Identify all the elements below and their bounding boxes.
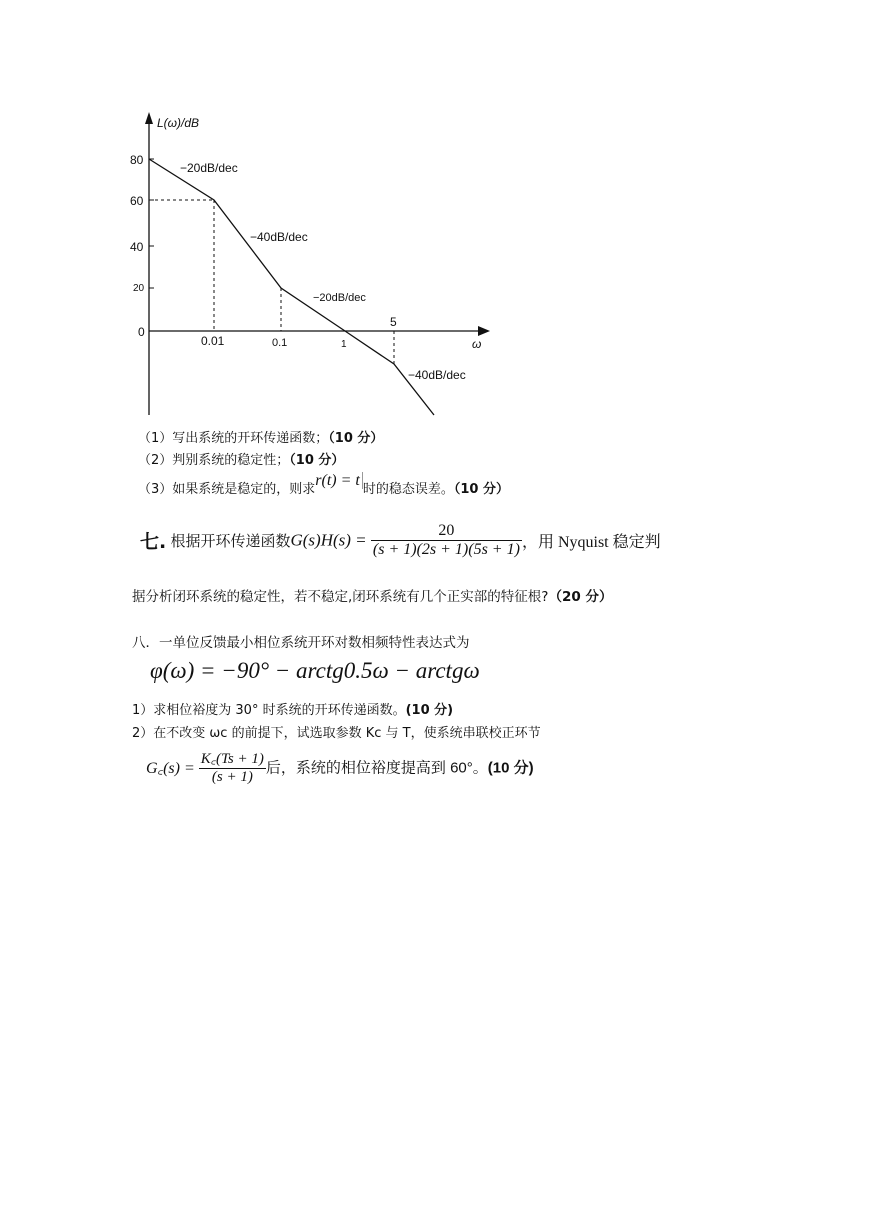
q6-item-2-text: （2）判别系统的稳定性；	[138, 453, 290, 468]
slope-label-3: −20dB/dec	[313, 292, 366, 304]
q8-gc-line	[146, 748, 534, 786]
x-axis-label: ω	[472, 337, 482, 351]
q7-lhs: G(s)H(s) =	[290, 530, 367, 550]
q8-gc-lhs: G꜀(s) =	[146, 760, 195, 777]
bode-plot	[130, 110, 500, 420]
q7-line-2	[132, 585, 612, 605]
q7-numerator: 20	[438, 522, 455, 539]
q7-text-a: 根据开环传递函数	[170, 532, 291, 550]
y-axis-arrow	[145, 112, 153, 124]
x-tick-01: 0.1	[272, 337, 288, 349]
q8-gc-fraction	[199, 748, 266, 786]
q8-item-1-text: 1）求相位裕度为 30° 时系统的开环传递函数。	[132, 703, 406, 718]
q8-gc-tail: 后，系统的相位裕度提高到 60°。	[265, 759, 488, 777]
q8-formula: φ(ω) = −90° − arctg0.5ω − arctgω	[150, 658, 480, 683]
q8-gc-denominator: (s + 1)	[199, 768, 266, 786]
q6-item-1	[138, 427, 383, 446]
q6-item-3-text-a: （3）如果系统是稳定的，则求	[138, 482, 316, 497]
q8-gc-score: (10 分)	[487, 759, 534, 777]
q6-item-3	[138, 472, 509, 497]
q8-item-2: 2）在不改变 ωc 的前提下，试选取参数 Kc 与 T，使系统串联校正环节	[132, 726, 541, 741]
q6-item-3-formula: r(t) = t	[315, 472, 363, 489]
x-axis-arrow	[478, 326, 490, 336]
y-tick-0: 0	[138, 325, 145, 339]
slope-label-1: −20dB/dec	[180, 161, 238, 175]
x-tick-001: 0.01	[201, 334, 225, 348]
y-tick-60: 60	[130, 194, 144, 208]
y-axis-label: L(ω)/dB	[157, 116, 200, 130]
q6-item-3-score: （10 分）	[453, 482, 509, 497]
q6-item-1-score: （10 分）	[328, 431, 384, 446]
x-tick-1: 1	[341, 339, 347, 350]
q8-item-1-score: (10 分)	[405, 703, 454, 718]
q8-intro: 八．一单位反馈最小相位系统开环对数相频特性表达式为	[132, 635, 470, 651]
q7-score: （20 分）	[548, 589, 613, 605]
q6-item-2	[138, 449, 344, 468]
q8-gc-numerator: K꜀(Ts + 1)	[200, 751, 264, 767]
q7-line-2-text: 据分析闭环系统的稳定性，若不稳定,闭环系统有几个正实部的特征根?	[132, 589, 549, 605]
y-tick-40: 40	[130, 240, 144, 254]
q6-item-2-score: （10 分）	[289, 453, 345, 468]
q7-number: 七.	[140, 531, 167, 553]
x-tick-5: 5	[390, 315, 397, 329]
q7-fraction	[371, 522, 522, 559]
q6-item-1-text: （1）写出系统的开环传递函数；	[138, 431, 329, 446]
y-tick-80: 80	[130, 153, 144, 167]
q6-item-3-text-b: 时的稳态误差。	[362, 482, 454, 497]
magnitude-curve	[149, 159, 434, 415]
slope-label-4: −40dB/dec	[408, 368, 466, 382]
q7-denominator: (s + 1)(2s + 1)(5s + 1)	[372, 541, 520, 558]
q7-line-1	[140, 522, 661, 559]
y-tick-20: 20	[133, 283, 145, 294]
slope-label-2: −40dB/dec	[250, 230, 308, 244]
q7-text-b: ，用 Nyquist 稳定判	[521, 534, 661, 551]
q8-item-1	[132, 699, 453, 718]
